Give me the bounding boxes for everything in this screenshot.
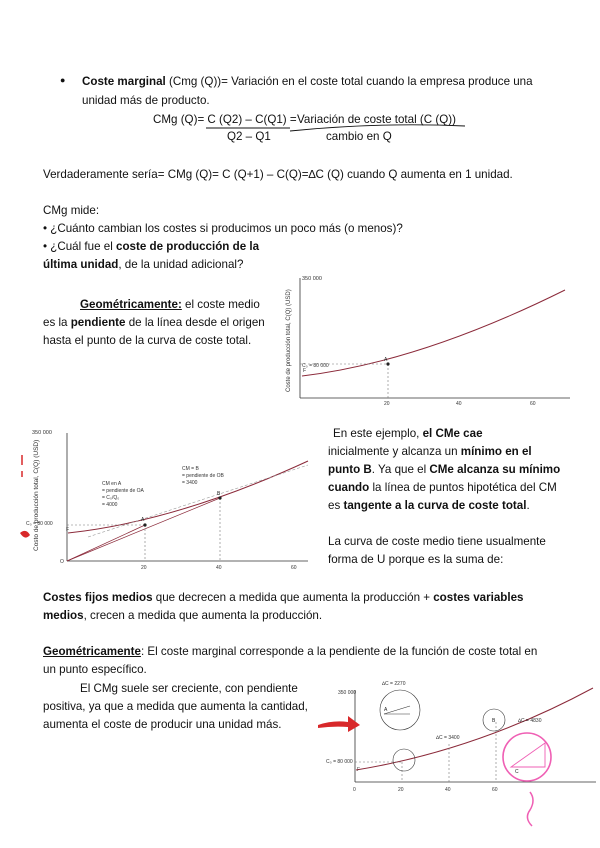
y-axis-label: Costo de producción total, C(Q) (USD) [33,439,40,551]
x-tick-20: 20 [141,565,147,571]
f-label: F [303,368,307,374]
chart-coste-medio-2 [8,425,320,575]
cm-b-2: = pendiente de OB [182,473,224,479]
cm-b-3: = 3400 [182,480,198,486]
x-tick-60: 60 [291,565,297,571]
verdad-line: Verdaderamente sería= CMg (Q)= C (Q+1) – C(Q)=∆C (Q) cuando Q aumenta en 1 unidad. [43,168,513,181]
chart-coste-total-1 [280,272,580,412]
ej-l1b: el CMe cae [422,427,483,440]
definition-text-1: = Variación en el coste total cuando la empresa produce una [221,75,533,88]
y-top-label: 350 000 [32,430,52,436]
mide-question-2b [43,258,243,271]
ejemplo-line-1 [333,427,483,440]
mide-question-2 [43,240,259,253]
geo1-t1: el coste medio [181,298,260,311]
point-b-label: B [217,491,221,497]
y-top-label: 350 000 [338,690,357,696]
c-label: C [515,769,519,775]
mide-question-1: • ¿Cuánto cambian los costes si producimos un poco más (o menos)? [43,222,403,235]
point-a-label: A [384,357,388,363]
a-label: A [384,707,388,713]
x-tick-20: 20 [384,401,390,407]
formula-den-left: Q2 – Q1 [227,130,271,143]
costes-line-2 [43,609,322,622]
chart-coste-marginal-3 [318,670,600,848]
ejemplo-line-4 [328,481,557,494]
red-arrow-icon [318,716,360,732]
ejemplo-p2-line-2: forma de U porque es la suma de: [328,553,504,566]
ej-l5a: es [328,499,344,512]
cm-a-4: = 4000 [102,502,118,508]
geo2-line-1 [43,645,537,658]
costes-a: Costes fijos medios [43,591,153,604]
c0-label: C₀ = 80 000 [302,363,329,369]
pink-triangle [511,743,545,767]
cm-b-1: CM = B [182,466,199,472]
total-cost-curve [356,688,593,770]
x-tick-20: 20 [398,787,404,793]
x-tick-60: 60 [492,787,498,793]
formula-den-right: cambio en Q [326,130,392,143]
point-a [143,523,146,526]
geo2-line-3: El CMg suele ser creciente, con pendiente [80,682,298,695]
ej-l4b: la línea de puntos hipotética del CM [369,481,557,494]
geo1-line-2 [43,316,265,329]
ray-oa [67,525,145,561]
x-tick-40: 40 [456,401,462,407]
costes-c: costes variables [433,591,524,604]
formula-underlines [0,0,600,150]
q2-a: • ¿Cuál fue el [43,240,117,253]
pink-scribble [527,792,533,826]
ej-l2b: mínimo en el [460,445,532,458]
point-a-label: A [141,517,145,523]
ej-l3c: CMe alcanza su mínimo [429,463,561,476]
ej-l3b: . Ya que el [371,463,430,476]
ej-l5b: tangente a la curva de coste total [343,499,527,512]
q2-c: última unidad [43,258,119,271]
dc1-label: ∆C = 2270 [382,681,406,687]
costes-e: , crecen a medida que aumenta la producción. [83,609,323,622]
dc3-label: ∆C = 4830 [518,718,542,724]
geo1-t2c: de la línea desde el origen [125,316,265,329]
x-tick-0: 0 [353,787,356,793]
geo1-line-3: hasta el punto de la curva de coste total. [43,334,252,347]
formula-rhs: Variación de coste total (C (Q)) [297,113,456,126]
cm-a-1: CM en A [102,481,122,487]
geo1-t2a: es la [43,316,71,329]
pink-circle [503,733,551,781]
c0-label: C₀ = 80 000 [326,759,353,765]
dc2-label: ∆C = 3400 [436,735,460,741]
red-pin-icon [20,531,30,538]
term-paren: (Cmg (Q)) [169,75,222,88]
costes-b: que decrecen a medida que aumenta la producción + [152,591,434,604]
x-tick-40: 40 [445,787,451,793]
mide-title: CMg mide: [43,204,100,217]
f-label: F [66,527,70,533]
a-tri-hyp [384,706,410,714]
geo2-line-2: un punto específico. [43,663,147,676]
geo2-t1: : El coste marginal corresponde a la pendiente de la función de coste total en [140,645,538,658]
ej-l2a: inicialmente y alcanza un [328,445,461,458]
ej-l4a: cuando [328,481,370,494]
ray-ob [67,498,220,561]
c0-label: C₀ = 80 000 [26,521,53,527]
geo2-title: Geométricamente [43,645,141,658]
f-label: F [357,767,361,773]
x-tick-40: 40 [216,565,222,571]
costes-d: medios [43,609,84,622]
geo1-pendiente: pendiente [70,316,126,329]
geo1-title: Geométricamente: [80,298,182,311]
y-axis-label: Coste de producción total, C(Q) (USD) [286,289,292,392]
costes-line-1 [43,591,523,604]
geo2-line-5: aumenta el coste de producir una unidad más. [43,718,282,731]
ej-l5c: . [526,499,530,512]
definition-line-2: unidad más de producto. [82,94,210,107]
ej-l1a: En este ejemplo, [333,427,423,440]
cm-a-2: = pendiente de OA [102,488,144,494]
origin-label: O [60,559,64,565]
q2-b: coste de producción de la [116,240,260,253]
ej-l3a: punto B [328,463,372,476]
ejemplo-line-2 [328,445,532,458]
geo2-line-4: positiva, ya que a medida que aumenta la cantidad, [43,700,308,713]
term-coste-marginal: Coste marginal [82,75,166,88]
y-top-label: 350 000 [302,276,322,282]
ejemplo-line-5 [328,499,530,512]
ejemplo-p2-line-1: La curva de coste medio tiene usualmente [328,535,546,548]
cm-a-3: = C₀/Q₀ [102,495,120,501]
ejemplo-line-3 [328,463,560,476]
x-tick-60: 60 [530,401,536,407]
total-cost-curve [302,290,565,376]
bullet: ● [60,75,66,85]
q2-d: , de la unidad adicional? [118,258,244,271]
formula-lhs: CMg (Q)= C (Q2) – C(Q1) = [153,113,297,126]
b-label: B [492,718,496,724]
geo1-line-1 [80,298,260,311]
